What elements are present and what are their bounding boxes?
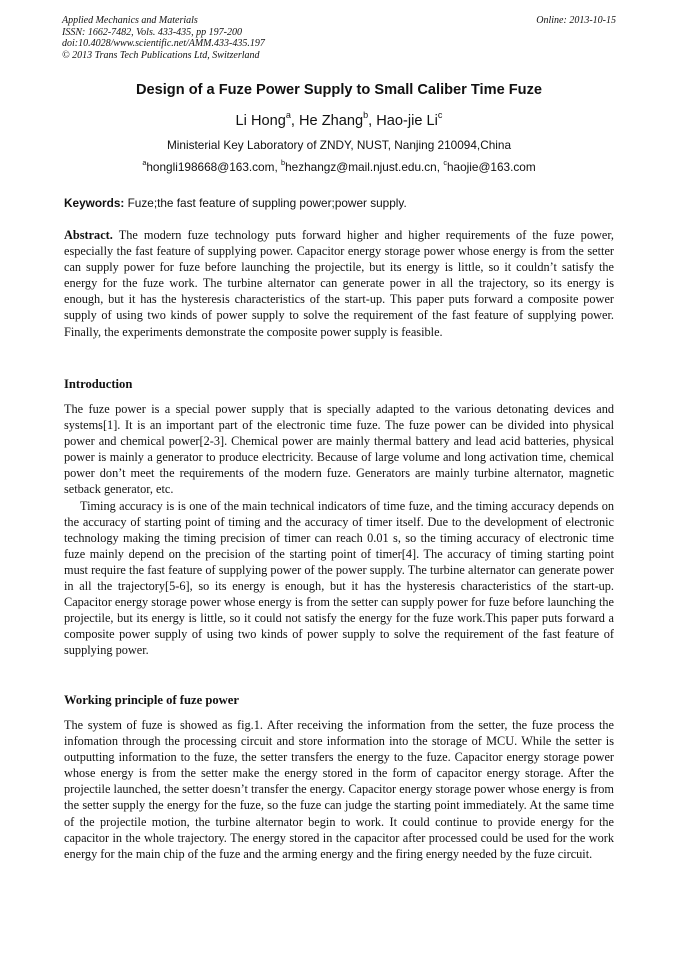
author-sep: , — [290, 113, 300, 129]
author-sup: a — [285, 109, 291, 120]
journal-header — [62, 15, 265, 61]
issn-line: ISSN: 1662-7482, Vols. 433-435, pp 197-200 — [62, 26, 242, 38]
email-sup: b — [281, 157, 286, 167]
doi-line: doi:10.4028/www.scientific.net/AMM.433-435.197 — [62, 38, 265, 49]
author-name: Li Hong — [235, 113, 286, 129]
author-list — [0, 109, 678, 129]
copyright-line: © 2013 Trans Tech Publications Ltd, Switzerland — [62, 49, 260, 61]
abstract — [64, 227, 614, 340]
author-sep: , — [368, 113, 377, 129]
journal-name: Applied Mechanics and Materials — [62, 15, 198, 26]
email-sup: c — [443, 157, 447, 167]
paragraph: Timing accuracy is is one of the main technical indicators of time fuze, and the timing accuracy depends on the accuracy of starting point of timing and the accuracy of timer itself. Due to the development of electronic technology making the timing precision of timer can reach 0.01 s, so the timing accuracy of electronic time fuze mainly depend on the precision of the starting point of timer[4]. The accuracy of timing starting point must require the fast feature of supplying power of the power supply. The turbine alternator can generate power in all the trajectory[5-6], so its energy is enough, but it has the hysteresis characteristics of the start-up. Capacitor energy storage power whose energy is from the setter can supply power for fuze before launching the projectile, but its energy is little, so it could not satisfy the energy for the fuze work.This paper puts forward a composite power supply of using two kinds of power supply to solve the requirement of the fast feature of supplying power. — [64, 498, 614, 658]
author-sup: c — [437, 109, 443, 120]
email-address: hezhangz@mail.njust.edu.cn — [285, 160, 437, 174]
email-sep: , — [436, 160, 444, 174]
online-date: Online: 2013-10-15 — [536, 15, 616, 26]
email-sup: a — [142, 157, 147, 167]
keywords-text: Fuze;the fast feature of suppling power;power supply. — [124, 196, 407, 210]
author-sup: b — [363, 109, 369, 120]
abstract-text: The modern fuze technology puts forward higher and higher requirements of the fuze power, especially the fast feature of supplying power. Capacitor energy storage power whose energy is from the setter can supply power for fuze before launching the projectile, but its energy is little, so it couldn’t satisfy the energy for the fuze work. The turbine alternator can generate power in all the trajectory, so its energy is enough, but it has the hysteresis characteristics of the start-up. This paper puts forward a composite power supply of using two kinds of power supply to solve the requirement of the fast feature of supplying power. Finally, the experiments demonstrate the composite power supply is feasible. — [64, 228, 614, 339]
section-heading-working-principle: Working principle of fuze power — [64, 693, 239, 707]
paragraph: The fuze power is a special power supply that is specially adapted to the various detonating devices and systems[1]. It is an important part of the electronic time fuze. The fuze power can be divided into physical power and chemical power[2-3]. Chemical power are mainly thermal battery and lead acid batteries, physical power is mainly a generator to produce electricity. Because of large volume and long activation time, chemical power don’t meet the requirements of the modern fuze. Generators are mainly turbine alternator, magnetic setback generator, etc. — [64, 402, 614, 497]
keywords — [64, 196, 407, 210]
email-address: haojie@163.com — [446, 160, 536, 174]
email-address: hongli198668@163.com — [146, 160, 275, 174]
paragraph: The system of fuze is showed as fig.1. After receiving the information from the setter, the fuze process the infomation through the processing circuit and store information into the storage of MCU. While the setter is outputting information to the fuze, the setter transfers the energy to the fuze. Capacitor energy storage power whose energy is from the setter make the energy stored in the form of capacitor energy storage. After the projectile launched, the setter doesn’t transfer the energy. Capacitor energy storage power whose energy is from the setter supply the energy for the fuze, so the fuze can judge the starting point immediately. At the same time of the projectile motion, the turbine alternator begin to work. It could continue to provide energy for the capacitor in the whole trajectory. The energy stored in the capacitor after processed could be used for the work energy for the main chip of the fuze and the arming energy and the firing energy needed by the fuze circuit. — [64, 718, 614, 861]
paper-title: Design of a Fuze Power Supply to Small Caliber Time Fuze — [135, 82, 542, 98]
working-principle-body — [64, 717, 614, 862]
email-list — [0, 157, 678, 174]
abstract-label: Abstract. — [64, 228, 113, 242]
affiliation: Ministerial Key Laboratory of ZNDY, NUST, Nanjing 210094,China — [166, 138, 512, 152]
section-heading-introduction: Introduction — [64, 377, 133, 391]
keywords-label: Keywords: — [64, 196, 125, 210]
author-name: Hao-jie Li — [376, 113, 438, 129]
email-sep: , — [274, 160, 282, 174]
introduction-body — [64, 401, 614, 659]
author-name: He Zhang — [299, 113, 364, 129]
